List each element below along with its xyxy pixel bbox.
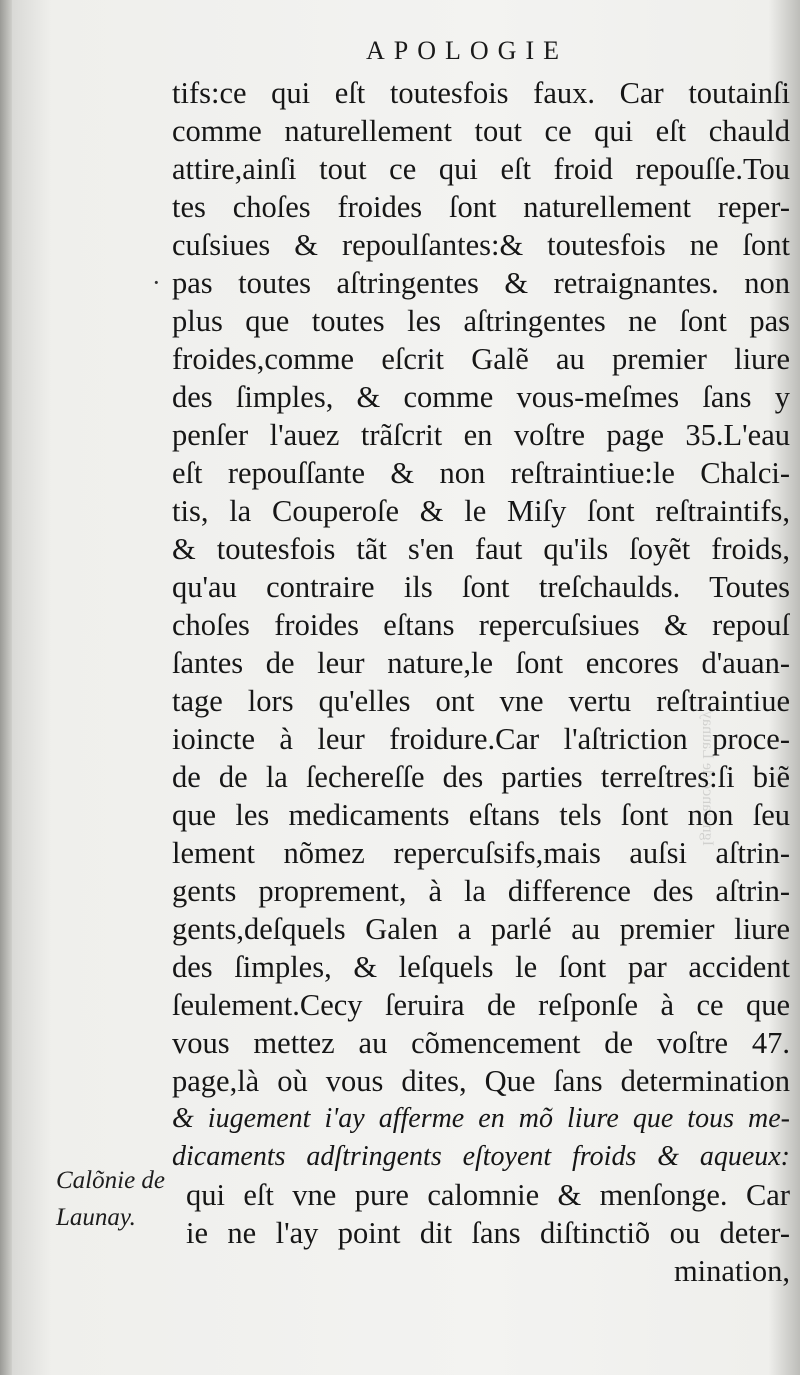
text-line: mination, [673,1254,790,1288]
text-line: ie ne l'ay point dit ſans diſtinctiõ ou deter- [186,1216,790,1250]
text-line: qu'au contraire ils ſont treſchaulds. Toutes [172,570,790,604]
marginal-note-line: Calõnie de [56,1167,166,1194]
text-line: tis, la Couperoſe & le Miſy ſont reſtraintifs, [172,494,790,528]
text-line: cuſsiues & repoulſantes:& toutesfois ne ſont [172,228,790,262]
text-line: tes choſes froides ſont naturellement reper- [172,190,790,224]
text-line: choſes froides eſtans repercuſsiues & repouſ [172,608,790,642]
marginal-note-line: Launay. [56,1204,136,1231]
text-line: que les medicaments eſtans tels ſont non ſeu [172,798,790,832]
text-line: ſeulement.Cecy ſeruira de reſponſe à ce que [172,988,790,1022]
text-line: qui eſt vne pure calomnie & menſonge. Car [186,1178,790,1212]
text-line: eſt repouſſante & non reſtraintiue:le Chalci- [172,456,790,490]
text-line: des ſimples, & comme vous-meſmes ſans y [172,380,790,414]
text-line: attire,ainſi tout ce qui eſt froid repouſſe.Tou [172,152,790,186]
text-line: tage lors qu'elles ont vne vertu reſtraintiue [172,684,790,718]
text-line: comme naturellement tout ce qui eſt chauld [172,114,790,148]
text-line: gents proprement, à la difference des aſtrin- [172,874,790,908]
text-line: & toutesfois tãt s'en faut qu'ils ſoyẽt froids, [172,532,790,566]
text-line: page,là où vous dites, Que ſans determination [172,1064,790,1098]
page-left-edge [0,0,12,1375]
text-line: & iugement i'ay afferme en mõ liure que tous me- [172,1103,790,1134]
running-head: APOLOGIE [366,36,568,65]
text-line: lement nõmez repercuſsifs,mais auſsi aſtrin- [172,836,790,870]
text-line: plus que toutes les aſtringentes ne ſont pas [172,304,790,338]
text-line: pas toutes aſtringentes & retraignantes. non [172,266,790,300]
text-line: penſer l'auez trãſcrit en voſtre page 35.L'eau [172,418,790,452]
text-line: ioincte à leur froidure.Car l'aſtriction proce- [172,722,790,756]
text-line: ſantes de leur nature,le ſont encores d'auan- [172,646,790,680]
text-line: gents,deſquels Galen a parlé au premier liure [172,912,790,946]
marginal-note [56,1162,165,1236]
text-line: de de la ſechereſſe des parties terreſtres:ſi biẽ [172,760,790,794]
text-line: froides,comme eſcrit Galẽ au premier liure [172,342,790,376]
text-line: dicaments adſtringents eſtoyent froids & aqueux: [172,1141,790,1172]
body-text [172,74,790,1290]
text-line: vous mettez au cõmencement de voſtre 47. [172,1026,790,1060]
text-line: des ſimples, & leſquels le ſont par accident [172,950,790,984]
text-line: tifs:ce qui eſt toutesfois faux. Car toutainſi [172,76,790,110]
margin-mark: · [152,268,161,297]
